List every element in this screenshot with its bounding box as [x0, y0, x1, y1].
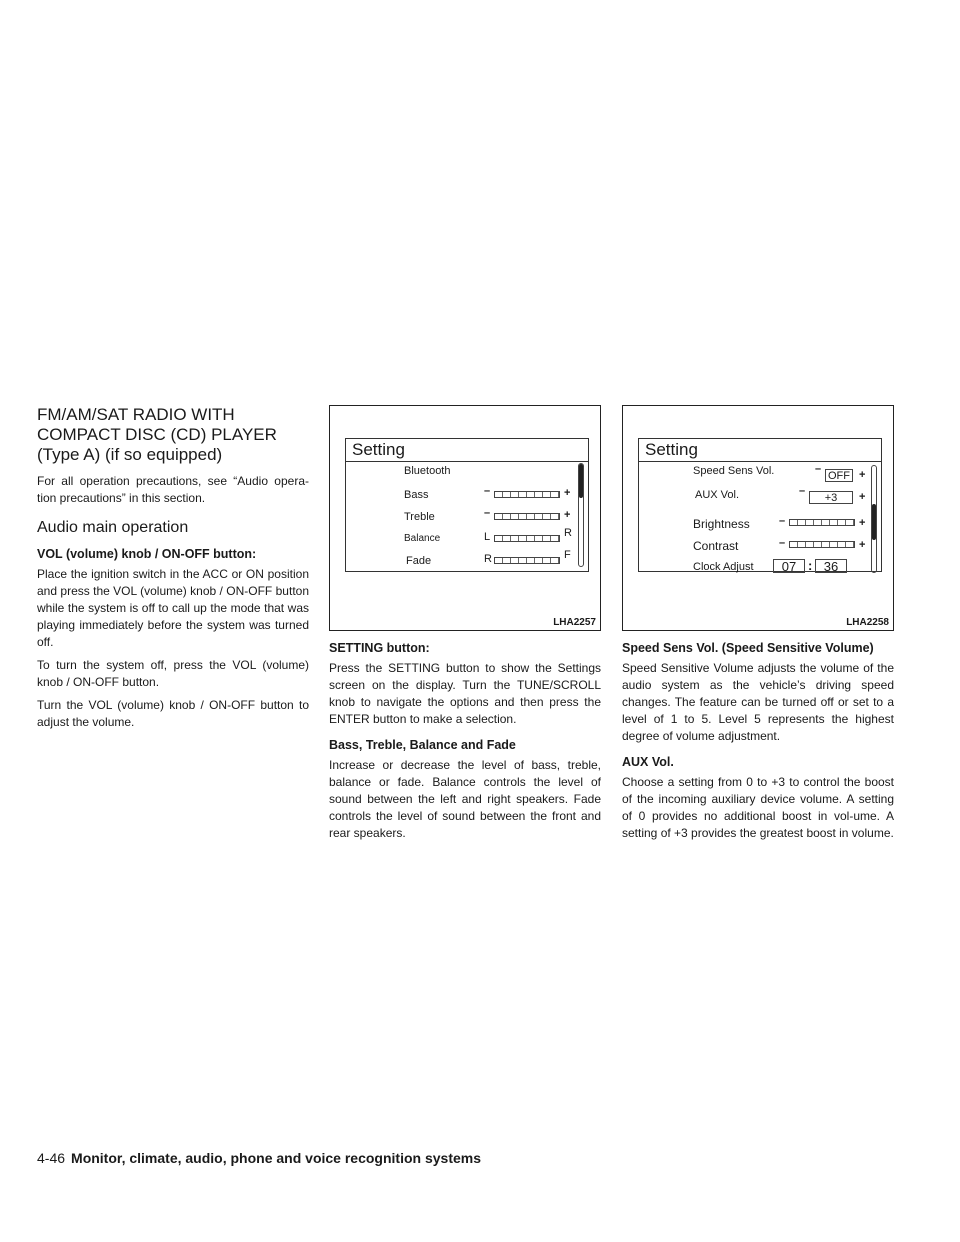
settings-screen	[638, 438, 882, 572]
clock-adjust-label: Clock Adjust	[693, 561, 754, 573]
bass-minus: –	[484, 485, 491, 497]
figure-code: LHA2257	[553, 617, 596, 628]
scrollbar[interactable]	[871, 465, 877, 573]
brightness-plus: +	[859, 517, 866, 529]
contrast-label: Contrast	[693, 539, 739, 553]
page-footer	[37, 1150, 481, 1166]
aux-minus: –	[799, 485, 806, 497]
brightness-level-bar	[789, 519, 855, 526]
scrollbar-thumb[interactable]	[579, 464, 583, 498]
section-title: FM/AM/SAT RADIO WITH COMPACT DISC (CD) PLAYER (Type A) (if so equipped)	[37, 405, 277, 464]
clock-hour: 07	[773, 559, 805, 573]
chapter-title: Monitor, climate, audio, phone and voice recognition systems	[71, 1150, 481, 1166]
brightness-minus: –	[779, 515, 786, 527]
fade-level-bar	[494, 557, 560, 564]
btbf-heading: Bass, Treble, Balance and Fade	[329, 738, 516, 752]
contrast-minus: –	[779, 537, 786, 549]
clock-separator: :	[808, 558, 813, 573]
treble-label: Treble	[404, 511, 435, 523]
figure-audio-settings	[329, 405, 601, 631]
setting-paragraph: Press the SETTING button to show the Settings screen on the display. Turn the TUNE/SCROLL knob to navigate the options and then press the ENTER button to make a selection.	[329, 661, 601, 726]
speed-plus: +	[859, 469, 866, 481]
vol-paragraph-1: Place the ignition switch in the ACC or ON position and press the VOL (volume) knob / ON-OFF button while the system is off to call up the mode that was playing immediately before the system was turned off.	[37, 567, 309, 649]
ssv-paragraph: Speed Sensitive Volume adjusts the volume of the audio system as the vehicle’s driving speed changes. The feature can be turned off or set to a level of 1 to 5. Level 5 represents the highest degree of volume adjustment.	[622, 661, 894, 743]
treble-plus: +	[564, 509, 571, 521]
vol-heading: VOL (volume) knob / ON-OFF button:	[37, 547, 257, 561]
aux-paragraph: Choose a setting from 0 to +3 to control the boost of the incoming auxiliary device volume. A setting of 0 provides no additional boost in vol-ume. A setting of +3 provides the greatest boost in volume.	[622, 775, 894, 840]
fade-front: F	[564, 549, 571, 561]
treble-level-bar	[494, 513, 560, 520]
screen-title: Setting	[639, 439, 881, 462]
setting-heading: SETTING button:	[329, 641, 430, 655]
right-column	[622, 405, 894, 848]
vol-paragraph-3: Turn the VOL (volume) knob / ON-OFF button to adjust the volume.	[37, 698, 309, 729]
speed-sens-label: Speed Sens Vol.	[693, 465, 775, 477]
scrollbar[interactable]	[578, 463, 584, 567]
screen-title: Setting	[346, 439, 588, 462]
treble-minus: –	[484, 507, 491, 519]
clock-minute: 36	[815, 559, 847, 573]
fade-label: Fade	[406, 555, 432, 567]
settings-screen	[345, 438, 589, 572]
left-column	[37, 405, 309, 737]
brightness-label: Brightness	[693, 517, 750, 531]
intro-paragraph: For all operation precautions, see “Audio opera-tion precautions” in this section.	[37, 474, 309, 505]
contrast-level-bar	[789, 541, 855, 548]
bass-label: Bass	[404, 489, 429, 501]
aux-heading: AUX Vol.	[622, 755, 674, 769]
ssv-heading: Speed Sens Vol. (Speed Sensitive Volume)	[622, 641, 874, 655]
speed-minus: –	[815, 463, 822, 475]
btbf-paragraph: Increase or decrease the level of bass, treble, balance or fade. Balance controls the level of sound between the left and right speakers. Fade controls the level of sound between the front and rear speakers.	[329, 758, 601, 840]
speed-sens-value: OFF	[825, 469, 853, 482]
page-number: 4-46	[37, 1150, 66, 1166]
aux-plus: +	[859, 491, 866, 503]
contrast-plus: +	[859, 539, 866, 551]
aux-label: AUX Vol.	[695, 489, 740, 501]
bass-plus: +	[564, 487, 571, 499]
subsection-title: Audio main operation	[37, 519, 189, 536]
scrollbar-thumb[interactable]	[872, 504, 876, 540]
balance-right: R	[564, 527, 572, 539]
fade-rear: R	[484, 553, 492, 565]
figure-code: LHA2258	[846, 617, 889, 628]
balance-label: Balance	[404, 533, 441, 544]
balance-level-bar	[494, 535, 560, 542]
bluetooth-label: Bluetooth	[404, 465, 451, 477]
middle-column	[329, 405, 601, 848]
figure-system-settings	[622, 405, 894, 631]
bass-level-bar	[494, 491, 560, 498]
aux-value: +3	[809, 491, 853, 504]
vol-paragraph-2: To turn the system off, press the VOL (volume) knob / ON-OFF button.	[37, 658, 309, 689]
balance-left: L	[484, 531, 491, 543]
